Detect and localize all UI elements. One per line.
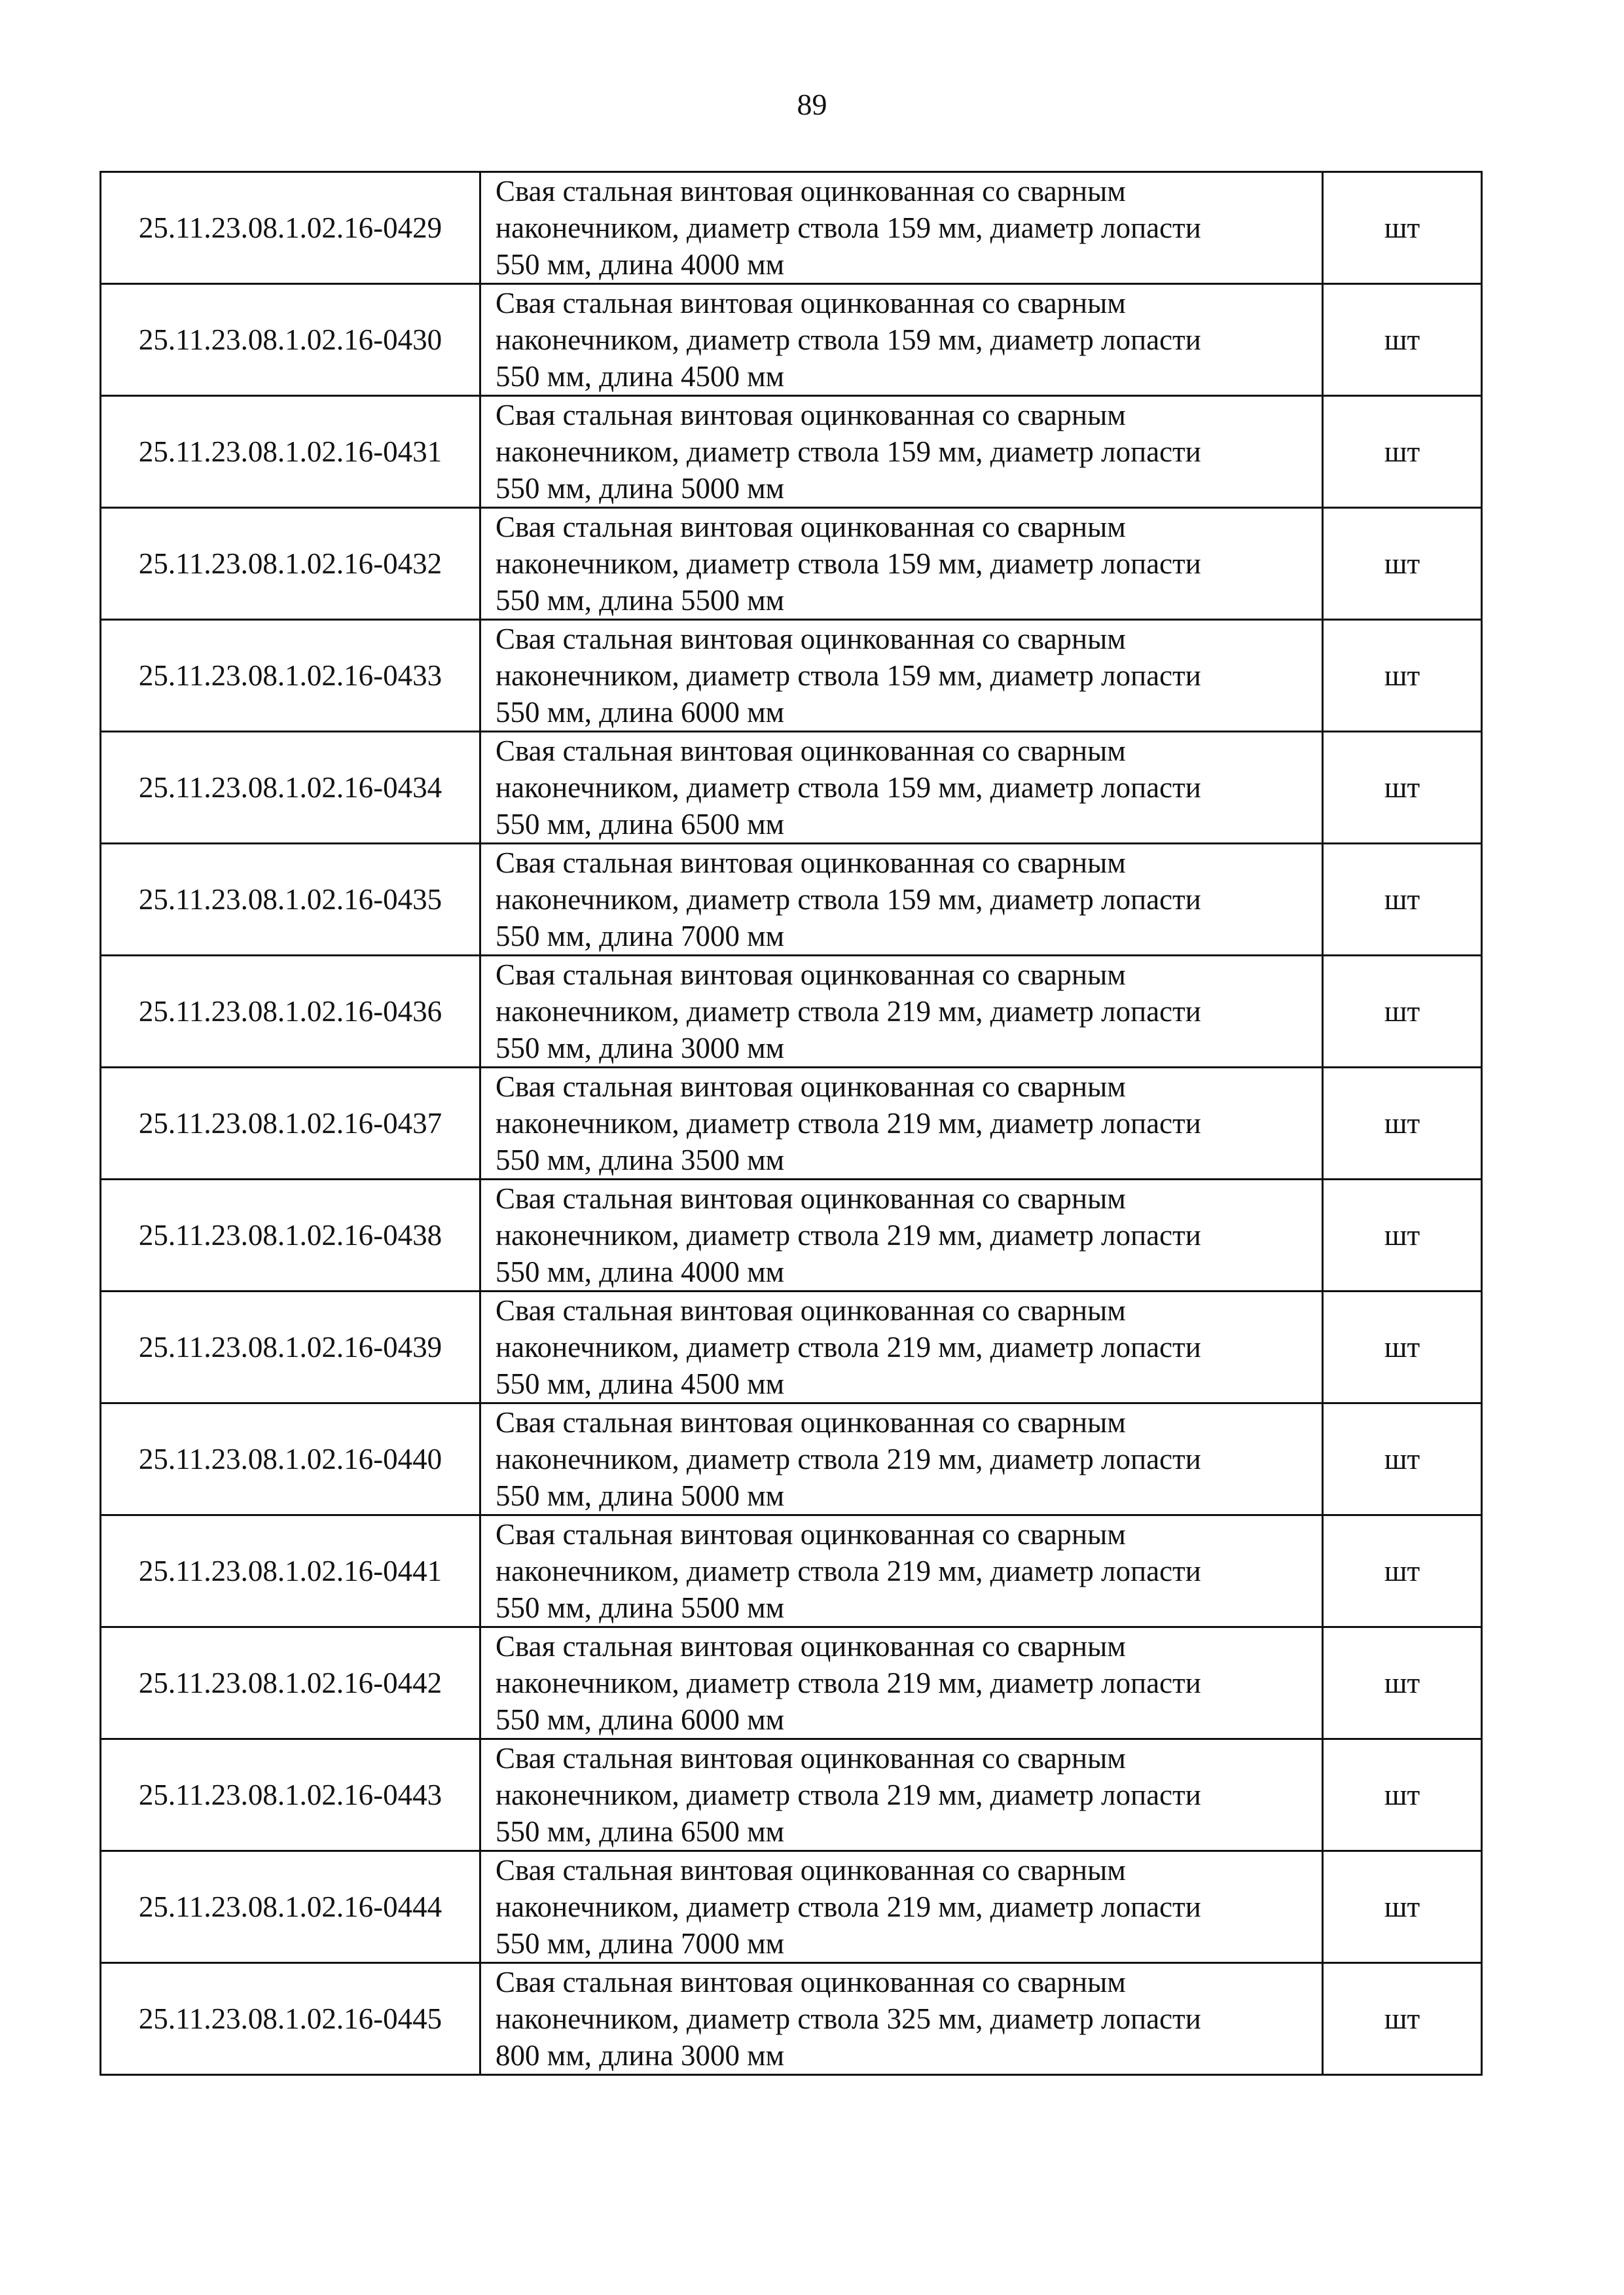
table-row: [101, 1515, 1482, 1627]
description-line: Свая стальная винтовая оцинкованная со сварным: [496, 1070, 1126, 1103]
unit-cell: шт: [1323, 1180, 1482, 1292]
description-line: 550 мм, длина 4000 мм: [496, 248, 785, 281]
description-line: 550 мм, длина 4500 мм: [496, 1367, 785, 1400]
unit-cell: шт: [1323, 1851, 1482, 1963]
description-line: наконечником, диаметр ствола 219 мм, диаметр лопасти: [496, 1107, 1201, 1140]
description-line: Свая стальная винтовая оцинкованная со сварным: [496, 287, 1126, 319]
description-line: наконечником, диаметр ствола 219 мм, диаметр лопасти: [496, 1890, 1201, 1923]
description-line: Свая стальная винтовая оцинкованная со сварным: [496, 1630, 1126, 1663]
resource-description-cell: [480, 1627, 1323, 1739]
description-line: наконечником, диаметр ствола 159 мм, диаметр лопасти: [496, 435, 1201, 468]
description-line: Свая стальная винтовая оцинкованная со сварным: [496, 1966, 1126, 1998]
table-row: [101, 1068, 1482, 1180]
description-line: Свая стальная винтовая оцинкованная со сварным: [496, 1294, 1126, 1327]
description-line: Свая стальная винтовая оцинкованная со сварным: [496, 958, 1126, 991]
table-row: [101, 1963, 1482, 2075]
description-line: 550 мм, длина 6000 мм: [496, 1703, 785, 1736]
table-row: [101, 1403, 1482, 1515]
resource-code-cell: 25.11.23.08.1.02.16-0434: [101, 732, 480, 844]
description-line: 550 мм, длина 7000 мм: [496, 1927, 785, 1960]
table-row: [101, 508, 1482, 620]
resource-code-cell: 25.11.23.08.1.02.16-0444: [101, 1851, 480, 1963]
table-row: [101, 956, 1482, 1068]
description-line: наконечником, диаметр ствола 159 мм, диаметр лопасти: [496, 771, 1201, 804]
unit-cell: шт: [1323, 956, 1482, 1068]
resource-code-cell: 25.11.23.08.1.02.16-0439: [101, 1292, 480, 1403]
description-line: Свая стальная винтовая оцинкованная со сварным: [496, 1182, 1126, 1215]
description-line: 550 мм, длина 6500 мм: [496, 808, 785, 840]
page-number: 89: [797, 88, 827, 121]
unit-cell: шт: [1323, 732, 1482, 844]
description-line: Свая стальная винтовая оцинкованная со сварным: [496, 175, 1126, 208]
resource-description-cell: [480, 1739, 1323, 1851]
resource-description-cell: [480, 284, 1323, 396]
resource-description-cell: [480, 620, 1323, 732]
description-line: 550 мм, длина 3000 мм: [496, 1032, 785, 1064]
description-line: наконечником, диаметр ствола 159 мм, диаметр лопасти: [496, 659, 1201, 692]
description-line: 550 мм, длина 6000 мм: [496, 696, 785, 729]
description-line: наконечником, диаметр ствола 159 мм, диаметр лопасти: [496, 883, 1201, 916]
resource-description-cell: [480, 1403, 1323, 1515]
unit-cell: шт: [1323, 284, 1482, 396]
resource-description-cell: [480, 396, 1323, 508]
description-line: наконечником, диаметр ствола 159 мм, диаметр лопасти: [496, 323, 1201, 356]
description-line: 550 мм, длина 5000 мм: [496, 1479, 785, 1512]
description-line: наконечником, диаметр ствола 219 мм, диаметр лопасти: [496, 1779, 1201, 1811]
description-line: 550 мм, длина 5000 мм: [496, 472, 785, 505]
description-line: наконечником, диаметр ствола 159 мм, диаметр лопасти: [496, 211, 1201, 244]
description-line: Свая стальная винтовая оцинкованная со сварным: [496, 1742, 1126, 1775]
description-line: 550 мм, длина 4000 мм: [496, 1256, 785, 1288]
resource-code-cell: 25.11.23.08.1.02.16-0443: [101, 1739, 480, 1851]
description-line: Свая стальная винтовая оцинкованная со сварным: [496, 511, 1126, 543]
table-row: [101, 620, 1482, 732]
resource-code-cell: 25.11.23.08.1.02.16-0441: [101, 1515, 480, 1627]
unit-cell: шт: [1323, 620, 1482, 732]
unit-cell: шт: [1323, 1403, 1482, 1515]
resource-code-cell: 25.11.23.08.1.02.16-0432: [101, 508, 480, 620]
unit-cell: шт: [1323, 1068, 1482, 1180]
table-row: [101, 732, 1482, 844]
table-row: [101, 844, 1482, 956]
unit-cell: шт: [1323, 844, 1482, 956]
resource-description-cell: [480, 1292, 1323, 1403]
unit-cell: шт: [1323, 508, 1482, 620]
table-row: [101, 396, 1482, 508]
table-row: [101, 284, 1482, 396]
description-line: Свая стальная винтовая оцинкованная со сварным: [496, 846, 1126, 879]
resource-description-cell: [480, 956, 1323, 1068]
table-body: [101, 172, 1482, 2075]
description-line: наконечником, диаметр ствола 219 мм, диаметр лопасти: [496, 1443, 1201, 1475]
table-row: [101, 172, 1482, 284]
resource-description-cell: [480, 1180, 1323, 1292]
description-line: 550 мм, длина 5500 мм: [496, 584, 785, 617]
description-line: наконечником, диаметр ствола 219 мм, диаметр лопасти: [496, 1331, 1201, 1364]
table-row: [101, 1851, 1482, 1963]
resource-description-cell: [480, 1851, 1323, 1963]
description-line: Свая стальная винтовая оцинкованная со сварным: [496, 1518, 1126, 1551]
table-row: [101, 1739, 1482, 1851]
resource-description-cell: [480, 1068, 1323, 1180]
resource-description-cell: [480, 1963, 1323, 2075]
resource-code-cell: 25.11.23.08.1.02.16-0438: [101, 1180, 480, 1292]
description-line: наконечником, диаметр ствола 219 мм, диаметр лопасти: [496, 1219, 1201, 1252]
unit-cell: шт: [1323, 1963, 1482, 2075]
description-line: Свая стальная винтовая оцинкованная со сварным: [496, 1854, 1126, 1887]
description-line: 550 мм, длина 3500 мм: [496, 1144, 785, 1176]
resource-code-cell: 25.11.23.08.1.02.16-0437: [101, 1068, 480, 1180]
description-line: наконечником, диаметр ствола 219 мм, диаметр лопасти: [496, 995, 1201, 1028]
unit-cell: шт: [1323, 172, 1482, 284]
resource-code-cell: 25.11.23.08.1.02.16-0440: [101, 1403, 480, 1515]
table-row: [101, 1180, 1482, 1292]
resource-code-cell: 25.11.23.08.1.02.16-0431: [101, 396, 480, 508]
resource-description-cell: [480, 508, 1323, 620]
description-line: 550 мм, длина 7000 мм: [496, 920, 785, 952]
description-line: 550 мм, длина 4500 мм: [496, 360, 785, 393]
description-line: наконечником, диаметр ствола 219 мм, диаметр лопасти: [496, 1555, 1201, 1587]
description-line: наконечником, диаметр ствола 325 мм, диаметр лопасти: [496, 2002, 1201, 2035]
unit-cell: шт: [1323, 1515, 1482, 1627]
description-line: наконечником, диаметр ствола 219 мм, диаметр лопасти: [496, 1667, 1201, 1699]
unit-cell: шт: [1323, 1739, 1482, 1851]
unit-cell: шт: [1323, 396, 1482, 508]
resource-code-cell: 25.11.23.08.1.02.16-0435: [101, 844, 480, 956]
table-row: [101, 1292, 1482, 1403]
resource-code-cell: 25.11.23.08.1.02.16-0445: [101, 1963, 480, 2075]
description-line: 550 мм, длина 6500 мм: [496, 1815, 785, 1848]
resource-code-cell: 25.11.23.08.1.02.16-0436: [101, 956, 480, 1068]
resource-code-cell: 25.11.23.08.1.02.16-0433: [101, 620, 480, 732]
resource-description-cell: [480, 172, 1323, 284]
resource-description-cell: [480, 1515, 1323, 1627]
description-line: 550 мм, длина 5500 мм: [496, 1591, 785, 1624]
resource-code-cell: 25.11.23.08.1.02.16-0430: [101, 284, 480, 396]
description-line: 800 мм, длина 3000 мм: [496, 2039, 785, 2072]
resource-code-cell: 25.11.23.08.1.02.16-0442: [101, 1627, 480, 1739]
resource-code-cell: 25.11.23.08.1.02.16-0429: [101, 172, 480, 284]
unit-cell: шт: [1323, 1292, 1482, 1403]
description-line: Свая стальная винтовая оцинкованная со сварным: [496, 1406, 1126, 1439]
description-line: Свая стальная винтовая оцинкованная со сварным: [496, 399, 1126, 431]
resource-table: [99, 171, 1483, 2076]
resource-description-cell: [480, 844, 1323, 956]
unit-cell: шт: [1323, 1627, 1482, 1739]
description-line: Свая стальная винтовая оцинкованная со сварным: [496, 623, 1126, 655]
description-line: наконечником, диаметр ствола 159 мм, диаметр лопасти: [496, 547, 1201, 580]
table-row: [101, 1627, 1482, 1739]
resource-description-cell: [480, 732, 1323, 844]
description-line: Свая стальная винтовая оцинкованная со сварным: [496, 734, 1126, 767]
